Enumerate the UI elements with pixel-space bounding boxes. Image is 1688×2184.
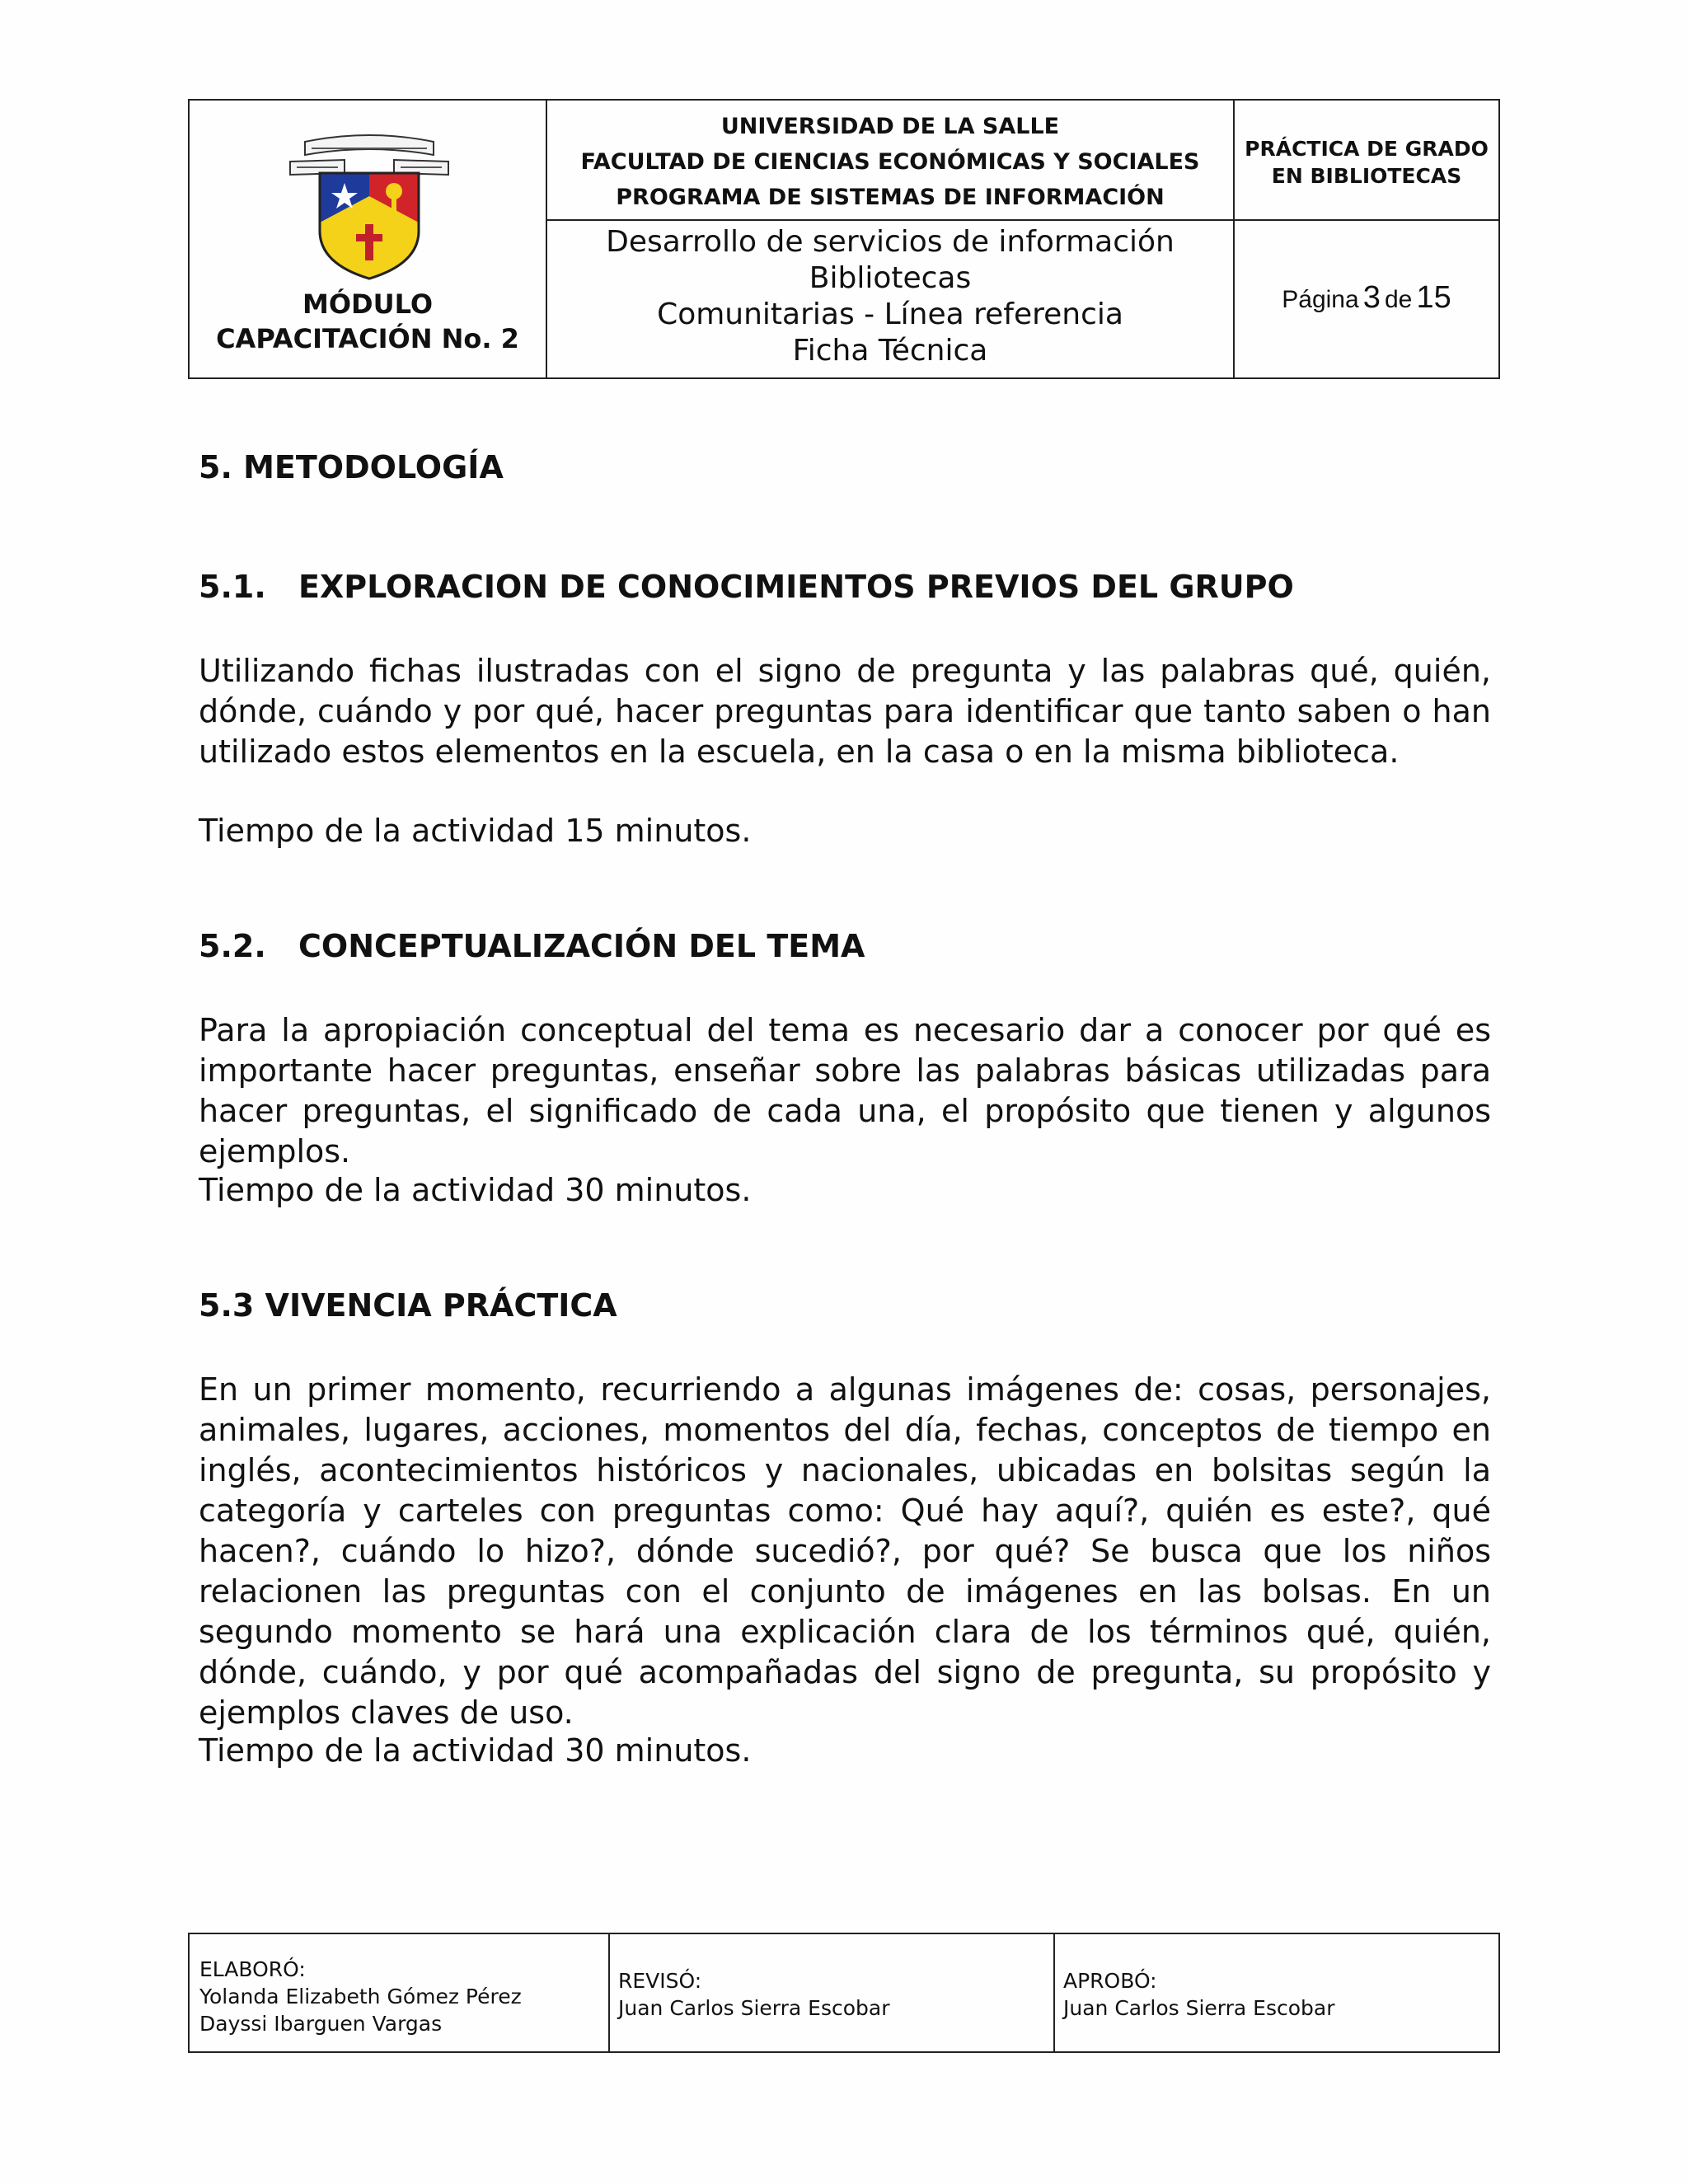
- university-name: UNIVERSIDAD DE LA SALLE: [720, 114, 1060, 139]
- aprobo-cell: [1063, 1967, 1492, 2022]
- university-shield-logo: [287, 132, 452, 280]
- s53-paragraph: En un primer momento, recurriendo a algunas imágenes de: cosas, personajes, animales, lugares, acciones, momentos del día, fechas, conceptos de tiempo en inglés, acontecimientos históricos y nacionales, ubicadas en bolsitas según la categoría y carteles con preguntas como: Qué hay aquí?, quién es este?, qué hacen?, cuándo lo hizo?, dónde sucedió?, por qué? Se busca que los niños relacionen las preguntas con el conjunto de imágenes en las bolsas. En un segundo momento se hará una explicación clara de los términos qué, quién, dónde, cuándo, y por qué acompañadas del signo de pregunta, su propósito y ejemplos claves de uso.: [199, 1371, 1491, 1731]
- elaboro-label: ELABORÓ:: [199, 1957, 306, 1981]
- page-of: de: [1385, 286, 1413, 313]
- module-line-2: CAPACITACIÓN No. 2: [216, 323, 519, 354]
- practice-line-1: PRÁCTICA DE GRADO: [1245, 137, 1489, 161]
- page-label: Página: [1282, 286, 1359, 313]
- section-title: 5. METODOLOGÍA: [199, 449, 504, 485]
- course-line-3: Ficha Técnica: [792, 334, 988, 368]
- course-block: [547, 224, 1233, 369]
- s53-title: 5.3 VIVENCIA PRÁCTICA: [199, 1287, 617, 1324]
- footer-divider-2: [1053, 1934, 1055, 2051]
- s51-paragraph: Utilizando fichas ilustradas con el signo de pregunta y las palabras qué, quién, dónde, cuándo y por qué, hacer preguntas para identificar que tanto saben o han utilizado estos elementos en la escuela, en la casa o en la misma biblioteca.: [199, 653, 1491, 770]
- s51-number: 5.1.: [199, 569, 266, 605]
- s51-time: Tiempo de la actividad 15 minutos.: [199, 813, 752, 849]
- page-indicator: [1235, 280, 1498, 316]
- s51-title: EXPLORACION DE CONOCIMIENTOS PREVIOS DEL GRUPO: [298, 569, 1294, 605]
- header-table: [188, 99, 1500, 379]
- header-divider-3: [546, 219, 1498, 221]
- logo-cell: [190, 101, 546, 377]
- footer-table: [188, 1933, 1500, 2053]
- course-line-2: Comunitarias - Línea referencia: [657, 298, 1123, 331]
- s52-number: 5.2.: [199, 928, 266, 964]
- module-title: [190, 287, 546, 356]
- faculty-name: FACULTAD DE CIENCIAS ECONÓMICAS Y SOCIALES: [580, 149, 1200, 175]
- elaboro-cell: [199, 1956, 603, 2037]
- elaboro-name-1: Yolanda Elizabeth Gómez Pérez: [199, 1985, 522, 2008]
- aprobo-name: Juan Carlos Sierra Escobar: [1063, 1996, 1335, 2020]
- s53-time: Tiempo de la actividad 30 minutos.: [199, 1732, 752, 1769]
- module-line-1: MÓDULO: [302, 288, 434, 320]
- university-block: [547, 109, 1233, 215]
- s52-paragraph: Para la apropiación conceptual del tema es necesario dar a conocer por qué es importante hacer preguntas, enseñar sobre las palabras básicas utilizadas para hacer preguntas, el significado de cada una, el propósito que tienen y algunos ejemplos.: [199, 1012, 1491, 1169]
- aprobo-label: APROBÓ:: [1063, 1969, 1157, 1993]
- practice-line-2: EN BIBLIOTECAS: [1271, 164, 1462, 188]
- reviso-cell: [618, 1967, 1047, 2022]
- footer-divider-1: [608, 1934, 610, 2051]
- elaboro-name-2: Dayssi Ibarguen Vargas: [199, 2012, 443, 2036]
- reviso-label: REVISÓ:: [618, 1969, 702, 1993]
- page-current: 3: [1362, 280, 1381, 315]
- course-line-1: Desarrollo de servicios de información Bibliotecas: [606, 225, 1175, 295]
- practice-block: [1235, 135, 1498, 190]
- s52-time: Tiempo de la actividad 30 minutos.: [199, 1172, 752, 1208]
- reviso-name: Juan Carlos Sierra Escobar: [618, 1996, 890, 2020]
- s52-title: CONCEPTUALIZACIÓN DEL TEMA: [298, 928, 865, 964]
- program-name: PROGRAMA DE SISTEMAS DE INFORMACIÓN: [616, 185, 1165, 210]
- page-total: 15: [1416, 280, 1451, 315]
